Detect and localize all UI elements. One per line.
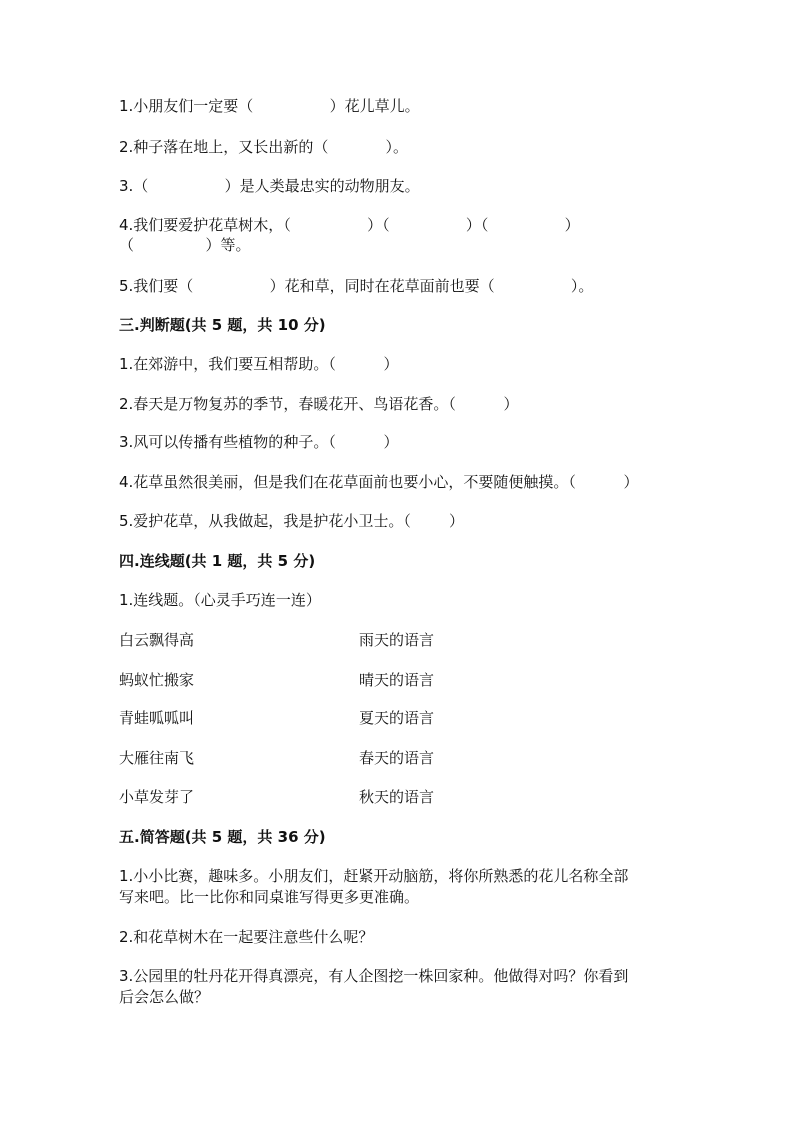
fill-question-1: 1.小朋友们一定要（ ）花儿草儿。 — [119, 97, 420, 115]
judge-section-heading: 三.判断题(共 5 题，共 10 分) — [119, 316, 326, 334]
judge-question-1: 1.在郊游中，我们要互相帮助。（ ） — [119, 355, 399, 373]
matching-left-item: 蚂蚁忙搬家 — [119, 671, 195, 689]
matching-left-item: 青蛙呱呱叫 — [119, 709, 195, 727]
fill-question-5: 5.我们要（ ）花和草，同时在花草面前也要（ ）。 — [119, 277, 594, 295]
fill-question-4-line-2: （ ）等。 — [119, 236, 251, 254]
fill-question-3: 3.（ ）是人类最忠实的动物朋友。 — [119, 177, 420, 195]
short-answer-question-1-line-2: 写来吧。比一比你和同桌谁写得更多更准确。 — [119, 888, 420, 906]
judge-question-2: 2.春天是万物复苏的季节，春暖花开、鸟语花香。（ ） — [119, 395, 519, 413]
matching-left-item: 大雁往南飞 — [119, 749, 195, 767]
short-answer-section-heading: 五.简答题(共 5 题，共 36 分) — [119, 828, 326, 846]
judge-question-3: 3.风可以传播有些植物的种子。（ ） — [119, 433, 399, 451]
judge-question-5: 5.爱护花草，从我做起，我是护花小卫士。（ ） — [119, 512, 464, 530]
fill-question-4-line-1: 4.我们要爱护花草树木，（ ）（ ）（ ） — [119, 216, 580, 234]
matching-right-item: 雨天的语言 — [359, 631, 435, 649]
short-answer-question-2: 2.和花草树木在一起要注意些什么呢？ — [119, 928, 374, 946]
matching-right-item: 秋天的语言 — [359, 788, 435, 806]
matching-left-item: 白云飘得高 — [119, 631, 195, 649]
short-answer-question-3-line-2: 后会怎么做？ — [119, 988, 210, 1006]
short-answer-question-3-line-1: 3.公园里的牡丹花开得真漂亮，有人企图挖一株回家种。他做得对吗？你看到 — [119, 967, 629, 985]
matching-section-heading: 四.连线题(共 1 题，共 5 分) — [119, 552, 316, 570]
matching-right-item: 春天的语言 — [359, 749, 435, 767]
matching-right-item: 夏天的语言 — [359, 709, 435, 727]
matching-right-item: 晴天的语言 — [359, 671, 435, 689]
judge-question-4: 4.花草虽然很美丽，但是我们在花草面前也要小心，不要随便触摸。（ ） — [119, 473, 639, 491]
matching-left-item: 小草发芽了 — [119, 788, 195, 806]
short-answer-question-1-line-1: 1.小小比赛，趣味多。小朋友们，赶紧开动脑筋，将你所熟悉的花儿名称全部 — [119, 867, 629, 885]
fill-question-2: 2.种子落在地上，又长出新的（ ）。 — [119, 138, 409, 156]
matching-question-1: 1.连线题。（心灵手巧连一连） — [119, 591, 321, 609]
